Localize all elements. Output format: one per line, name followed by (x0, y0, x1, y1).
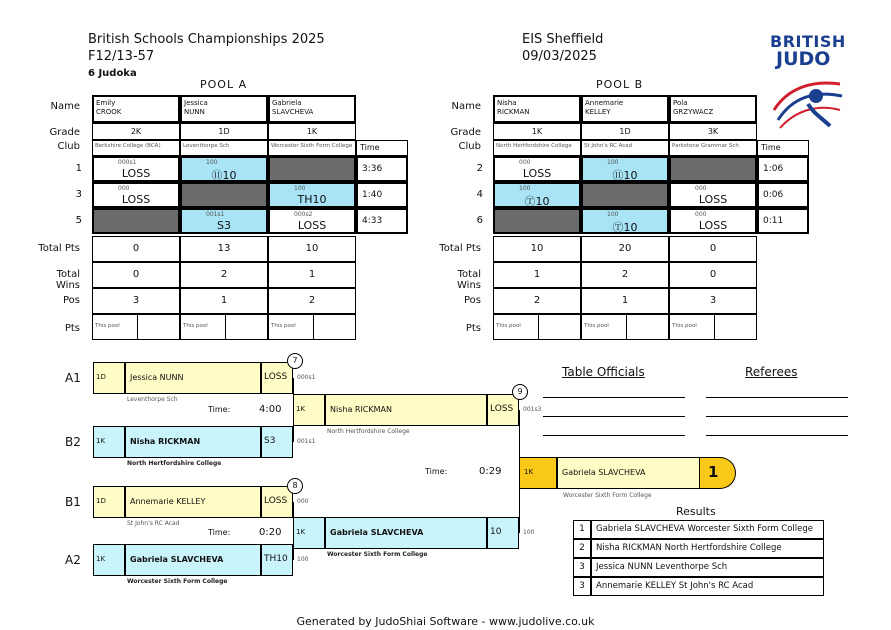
player-grade: 1D (581, 123, 669, 140)
seed-label: B1 (65, 495, 81, 509)
this-pool-label: This pool (496, 323, 521, 329)
result-place: 2 (573, 539, 591, 558)
winner-club: Worcester Sixth Form College (563, 492, 652, 499)
entry-grade: 1K (93, 544, 125, 576)
player-last-name: NUNN (184, 108, 205, 116)
total-total_pts: 10 (268, 236, 356, 262)
entry-grade: 1K (293, 394, 325, 426)
pool-pts-cell (581, 314, 669, 340)
footer-credit: Generated by JudoShiai Software - www.judolive.co.uk (296, 615, 595, 628)
match-score: 000 (695, 211, 707, 218)
entry-result: 10 (487, 517, 519, 549)
match-number-badge: 8 (287, 478, 303, 494)
match-cell (581, 182, 669, 208)
referee-line (706, 397, 848, 398)
pool-pts-cell (493, 314, 581, 340)
this-pool-label: This pool (271, 323, 296, 329)
match-cell (669, 182, 757, 208)
player-club: Berkshire College (BCA) (92, 140, 180, 156)
match-result: TH10 (297, 193, 327, 206)
match-result: ⑪10 (211, 169, 237, 182)
winner-grade: 1K (519, 457, 557, 489)
pool-title: POOL B (596, 78, 644, 91)
pts-divider (225, 315, 226, 339)
match-cell (268, 182, 356, 208)
total-pos: 3 (92, 288, 180, 314)
player-name-cell (581, 95, 669, 123)
player-grade: 2K (92, 123, 180, 140)
pool-title: POOL A (200, 78, 248, 91)
entry-score: 000 (297, 498, 309, 505)
category-code: F12/13-57 (88, 49, 155, 64)
match-cell (581, 156, 669, 182)
entry-grade: 1K (293, 517, 325, 549)
match-cell (92, 156, 180, 182)
match-number-badge: 7 (287, 353, 303, 369)
row-label-pos: Pos (62, 295, 80, 306)
entry-club: St John's RC Acad (127, 520, 180, 527)
this-pool-label: This pool (672, 323, 697, 329)
pool-pts-cell (669, 314, 757, 340)
match-score: 100 (294, 185, 306, 192)
time-label: Time: (425, 467, 448, 476)
entry-club: Leventhorpe Sch (127, 396, 178, 403)
match-number: 1 (75, 163, 82, 174)
match-cell (268, 208, 356, 234)
player-first-name: Jessica (184, 99, 208, 107)
judoka-count: 6 Judoka (88, 68, 137, 79)
winner-place: 1 (700, 457, 736, 489)
match-time: 4:00 (259, 404, 282, 415)
row-label-total_pts: Total Pts (38, 243, 80, 254)
judoka-emblem-icon (770, 70, 846, 134)
total-total_pts: 13 (180, 236, 268, 262)
total-total_pts: 0 (669, 236, 757, 262)
result-place: 3 (573, 577, 591, 596)
player-last-name: KELLEY (585, 108, 611, 116)
match-cell (581, 208, 669, 234)
total-total_wins: 1 (493, 262, 581, 288)
match-score: 000s1 (118, 159, 137, 166)
row-label-total_wins: Total Wins (457, 269, 481, 291)
player-club: Parkstone Grammar Sch (669, 140, 757, 156)
entry-score: 001s1 (297, 438, 316, 445)
total-total_pts: 0 (92, 236, 180, 262)
match-time: 0:20 (259, 527, 282, 538)
pts-divider (626, 315, 627, 339)
time-label: Time: (208, 405, 231, 414)
total-total_wins: 0 (669, 262, 757, 288)
row-label-pts: Pts (465, 323, 481, 334)
player-first-name: Nisha (497, 99, 517, 107)
pool-pts-cell (180, 314, 268, 340)
total-total_wins: 0 (92, 262, 180, 288)
player-grade: 3K (669, 123, 757, 140)
entry-name: Gabriela SLAVCHEVA (125, 544, 261, 576)
total-pos: 2 (268, 288, 356, 314)
entry-name: Nisha RICKMAN (125, 426, 261, 458)
this-pool-label: This pool (183, 323, 208, 329)
match-time: 0:11 (757, 208, 809, 234)
official-line (543, 397, 685, 398)
match-score: 100 (519, 185, 531, 192)
pool-pts-cell (268, 314, 356, 340)
player-name-cell (268, 95, 356, 123)
row-label-grade: Grade (450, 127, 481, 138)
result-text: Gabriela SLAVCHEVA Worcester Sixth Form College (591, 520, 824, 539)
entry-club: Worcester Sixth Form College (127, 578, 228, 585)
match-time: 3:36 (356, 156, 408, 182)
match-result: Ⓣ10 (524, 195, 550, 208)
match-cell (493, 182, 581, 208)
entry-club: Worcester Sixth Form College (327, 551, 428, 558)
pts-divider (313, 315, 314, 339)
total-total_pts: 10 (493, 236, 581, 262)
entry-score: 001s3 (523, 406, 542, 413)
match-score: 000s2 (294, 211, 313, 218)
total-total_wins: 1 (268, 262, 356, 288)
match-result: LOSS (121, 167, 151, 180)
match-number: 2 (476, 163, 483, 174)
winner-name: Gabriela SLAVCHEVA (557, 457, 700, 489)
total-total_pts: 20 (581, 236, 669, 262)
event-date: 09/03/2025 (522, 49, 597, 64)
match-cell (92, 208, 180, 234)
row-label-total_pts: Total Pts (439, 243, 481, 254)
this-pool-label: This pool (95, 323, 120, 329)
match-result: Ⓣ10 (612, 221, 638, 234)
match-score: 000 (695, 185, 707, 192)
player-club: North Hertfordshire College (493, 140, 581, 156)
referee-line (706, 416, 848, 417)
row-label-grade: Grade (49, 127, 80, 138)
official-line (543, 416, 685, 417)
pts-divider (714, 315, 715, 339)
player-first-name: Annemarie (585, 99, 624, 107)
british-judo-logo: BRITISH JUDO (770, 32, 850, 134)
match-result: S3 (217, 219, 231, 232)
player-last-name: SLAVCHEVA (272, 108, 314, 116)
table-officials-heading: Table Officials (562, 365, 645, 379)
entry-result: TH10 (261, 544, 293, 576)
row-label-name: Name (451, 101, 481, 112)
entry-name: Gabriela SLAVCHEVA (325, 517, 487, 549)
player-last-name: GRZYWACZ (673, 108, 714, 116)
event-title: British Schools Championships 2025 (88, 32, 325, 47)
player-last-name: RICKMAN (497, 108, 530, 116)
match-cell (669, 156, 757, 182)
player-grade: 1K (268, 123, 356, 140)
row-label-pts: Pts (64, 323, 80, 334)
pool-pts-cell (92, 314, 180, 340)
total-total_wins: 2 (180, 262, 268, 288)
player-name-cell (180, 95, 268, 123)
entry-club: North Hertfordshire College (127, 460, 222, 467)
time-header: Time (757, 140, 809, 156)
entry-grade: 1D (93, 486, 125, 518)
result-place: 3 (573, 558, 591, 577)
match-number: 6 (476, 215, 483, 226)
official-line (543, 435, 685, 436)
referee-line (706, 435, 848, 436)
match-cell (92, 182, 180, 208)
total-pos: 3 (669, 288, 757, 314)
match-score: 100 (607, 211, 619, 218)
player-first-name: Emily (96, 99, 116, 107)
entry-name: Nisha RICKMAN (325, 394, 487, 426)
match-score: 100 (607, 159, 619, 166)
referees-heading: Referees (745, 365, 798, 379)
pts-divider (137, 315, 138, 339)
time-header: Time (356, 140, 408, 156)
match-cell (493, 156, 581, 182)
entry-result: LOSS (487, 394, 519, 426)
entry-result: LOSS (261, 362, 293, 394)
player-club: St John's RC Acad (581, 140, 669, 156)
match-number: 3 (75, 189, 82, 200)
seed-label: A2 (65, 553, 81, 567)
match-time: 0:29 (479, 466, 502, 477)
entry-club: North Hertfordshire College (327, 428, 410, 435)
match-result: LOSS (698, 193, 728, 206)
player-last-name: CROOK (96, 108, 122, 116)
results-heading: Results (676, 505, 716, 518)
player-first-name: Gabriela (272, 99, 302, 107)
match-cell (669, 208, 757, 234)
total-pos: 1 (180, 288, 268, 314)
match-number: 5 (75, 215, 82, 226)
match-cell (268, 156, 356, 182)
player-club: Leventhorpe Sch (180, 140, 268, 156)
this-pool-label: This pool (584, 323, 609, 329)
match-result: LOSS (522, 167, 552, 180)
match-time: 1:40 (356, 182, 408, 208)
entry-result: S3 (261, 426, 293, 458)
result-text: Annemarie KELLEY St John's RC Acad (591, 577, 824, 596)
pts-divider (538, 315, 539, 339)
row-label-club: Club (57, 141, 80, 152)
row-label-name: Name (50, 101, 80, 112)
entry-grade: 1D (93, 362, 125, 394)
seed-label: A1 (65, 371, 81, 385)
total-total_wins: 2 (581, 262, 669, 288)
player-grade: 1K (493, 123, 581, 140)
entry-result: LOSS (261, 486, 293, 518)
player-first-name: Pola (673, 99, 688, 107)
player-name-cell (493, 95, 581, 123)
match-score: 100 (206, 159, 218, 166)
entry-grade: 1K (93, 426, 125, 458)
entry-score: 000s1 (297, 374, 316, 381)
entry-name: Jessica NUNN (125, 362, 261, 394)
result-place: 1 (573, 520, 591, 539)
match-result: LOSS (297, 219, 327, 232)
match-score: 000 (118, 185, 130, 192)
match-number-badge: 9 (512, 384, 528, 400)
match-result: ⑪10 (612, 169, 638, 182)
entry-score: 100 (297, 556, 309, 563)
entry-score: 100 (523, 529, 535, 536)
row-label-total_wins: Total Wins (56, 269, 80, 291)
match-number: 4 (476, 189, 483, 200)
match-score: 001s1 (206, 211, 225, 218)
match-time: 4:33 (356, 208, 408, 234)
player-grade: 1D (180, 123, 268, 140)
result-text: Jessica NUNN Leventhorpe Sch (591, 558, 824, 577)
time-label: Time: (208, 528, 231, 537)
match-cell (493, 208, 581, 234)
entry-name: Annemarie KELLEY (125, 486, 261, 518)
player-name-cell (669, 95, 757, 123)
total-pos: 2 (493, 288, 581, 314)
row-label-pos: Pos (463, 295, 481, 306)
match-time: 0:06 (757, 182, 809, 208)
match-cell (180, 208, 268, 234)
player-club: Worcester Sixth Form College (268, 140, 356, 156)
match-result: LOSS (698, 219, 728, 232)
match-cell (180, 182, 268, 208)
venue: EIS Sheffield (522, 32, 604, 47)
match-cell (180, 156, 268, 182)
seed-label: B2 (65, 435, 81, 449)
player-name-cell (92, 95, 180, 123)
match-score: 000 (519, 159, 531, 166)
match-result: LOSS (121, 193, 151, 206)
total-pos: 1 (581, 288, 669, 314)
result-text: Nisha RICKMAN North Hertfordshire College (591, 539, 824, 558)
row-label-club: Club (458, 141, 481, 152)
match-time: 1:06 (757, 156, 809, 182)
